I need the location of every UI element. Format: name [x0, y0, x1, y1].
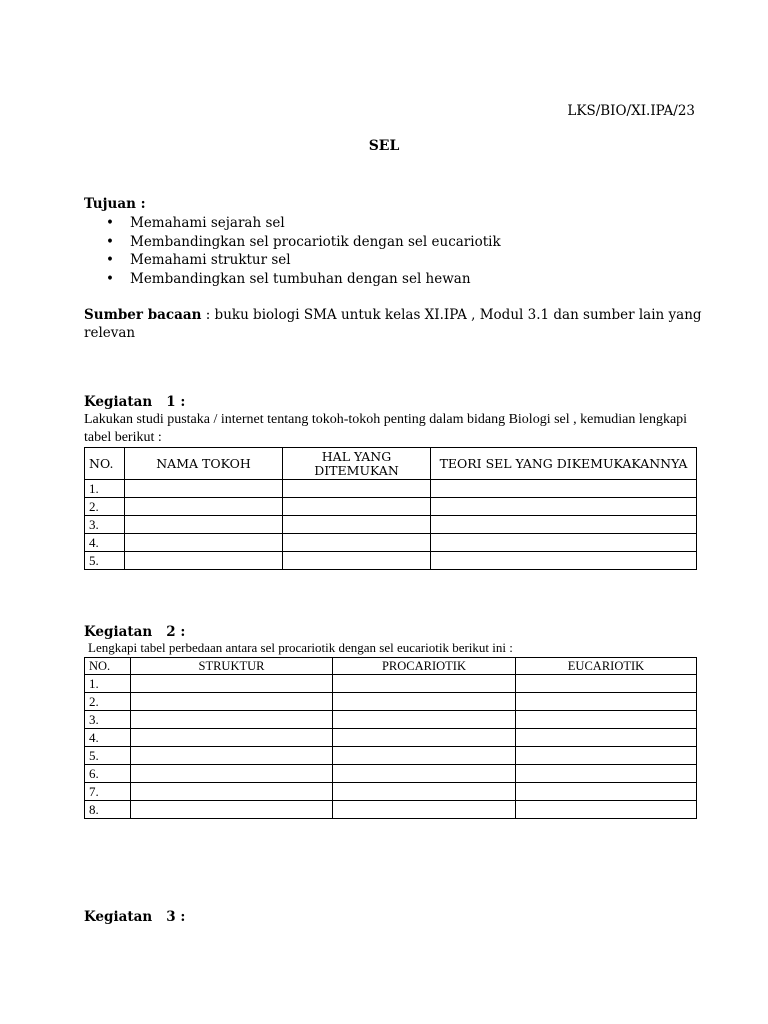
goals-list — [106, 214, 501, 289]
column-header: PROCARIOTIK — [333, 658, 516, 675]
row-number: 6. — [85, 765, 131, 783]
goal-item: • Memahami sejarah sel — [106, 214, 501, 233]
table-cell[interactable] — [125, 516, 283, 534]
table-cell[interactable] — [283, 552, 431, 570]
row-number: 4. — [85, 729, 131, 747]
row-number: 8. — [85, 801, 131, 819]
table-header-row — [85, 658, 697, 675]
goal-item: • Memahami struktur sel — [106, 251, 501, 270]
table-cell[interactable] — [333, 747, 516, 765]
column-header: HAL YANG DITEMUKAN — [283, 448, 431, 480]
table-cell[interactable] — [431, 498, 697, 516]
table-cell[interactable] — [125, 552, 283, 570]
kegiatan-2-description: Lengkapi tabel perbedaan antara sel procariotik dengan sel eucariotik berikut ini : — [88, 640, 513, 655]
column-header: TEORI SEL YANG DIKEMUKAKANNYA — [431, 448, 697, 480]
table-cell[interactable] — [283, 498, 431, 516]
table-cell[interactable] — [516, 783, 697, 801]
page-title: SEL — [368, 138, 400, 154]
tokoh-table — [84, 447, 697, 570]
row-number: 1. — [85, 675, 131, 693]
table-cell[interactable] — [333, 729, 516, 747]
goal-item: • Membandingkan sel procariotik dengan sel eucariotik — [106, 233, 501, 252]
table-cell[interactable] — [131, 675, 333, 693]
table-row — [85, 675, 697, 693]
table-cell[interactable] — [131, 747, 333, 765]
row-number: 2. — [85, 498, 125, 516]
table-row — [85, 498, 697, 516]
table-row — [85, 747, 697, 765]
table-cell[interactable] — [283, 480, 431, 498]
table-row — [85, 711, 697, 729]
table-row — [85, 765, 697, 783]
table-row — [85, 801, 697, 819]
table-cell[interactable] — [333, 765, 516, 783]
table-row — [85, 516, 697, 534]
table-row — [85, 693, 697, 711]
table-cell[interactable] — [516, 711, 697, 729]
row-number: 7. — [85, 783, 131, 801]
table-cell[interactable] — [125, 534, 283, 552]
row-number: 2. — [85, 693, 131, 711]
kegiatan-2-label: Kegiatan 2 : — [84, 624, 186, 640]
table-row — [85, 729, 697, 747]
row-number: 5. — [85, 747, 131, 765]
table-row — [85, 552, 697, 570]
column-header: EUCARIOTIK — [516, 658, 697, 675]
table-row — [85, 783, 697, 801]
sumber-text: : buku biologi SMA untuk kelas XI.IPA , Modul 3.1 dan sumber lain yang relevan — [84, 307, 702, 341]
column-header: STRUKTUR — [131, 658, 333, 675]
table-cell[interactable] — [431, 516, 697, 534]
table-cell[interactable] — [333, 675, 516, 693]
table-cell[interactable] — [131, 765, 333, 783]
table-header-row — [85, 448, 697, 480]
row-number: 3. — [85, 711, 131, 729]
table-cell[interactable] — [131, 783, 333, 801]
row-number: 1. — [85, 480, 125, 498]
table-cell[interactable] — [283, 516, 431, 534]
table-cell[interactable] — [516, 693, 697, 711]
table-cell[interactable] — [431, 534, 697, 552]
table-row — [85, 480, 697, 498]
table-cell[interactable] — [131, 711, 333, 729]
table-cell[interactable] — [333, 783, 516, 801]
goal-item: • Membandingkan sel tumbuhan dengan sel hewan — [106, 270, 501, 289]
table-cell[interactable] — [516, 729, 697, 747]
table-cell[interactable] — [333, 711, 516, 729]
table-cell[interactable] — [131, 693, 333, 711]
table-cell[interactable] — [516, 675, 697, 693]
row-number: 3. — [85, 516, 125, 534]
column-header: NO. — [85, 658, 131, 675]
tujuan-label: Tujuan : — [84, 196, 146, 212]
table-cell[interactable] — [431, 480, 697, 498]
kegiatan-3-label: Kegiatan 3 : — [84, 909, 186, 925]
sumber-bacaan — [84, 306, 704, 342]
table-cell[interactable] — [333, 801, 516, 819]
column-header: NO. — [85, 448, 125, 480]
table-row — [85, 534, 697, 552]
sumber-label: Sumber bacaan — [84, 307, 202, 323]
row-number: 4. — [85, 534, 125, 552]
kegiatan-1-label: Kegiatan 1 : — [84, 394, 186, 410]
table-cell[interactable] — [516, 747, 697, 765]
table-cell[interactable] — [431, 552, 697, 570]
table-cell[interactable] — [516, 801, 697, 819]
row-number: 5. — [85, 552, 125, 570]
column-header: NAMA TOKOH — [125, 448, 283, 480]
struktur-table — [84, 657, 697, 819]
table-cell[interactable] — [516, 765, 697, 783]
table-cell[interactable] — [125, 480, 283, 498]
table-cell[interactable] — [125, 498, 283, 516]
table-cell[interactable] — [333, 693, 516, 711]
document-code: LKS/BIO/XI.IPA/23 — [567, 103, 695, 119]
kegiatan-1-description: Lakukan studi pustaka / internet tentang tokoh-tokoh penting dalam bidang Biologi sel , kemudian lengkapi tabel berikut : — [84, 412, 688, 445]
table-cell[interactable] — [131, 729, 333, 747]
table-cell[interactable] — [283, 534, 431, 552]
table-cell[interactable] — [131, 801, 333, 819]
